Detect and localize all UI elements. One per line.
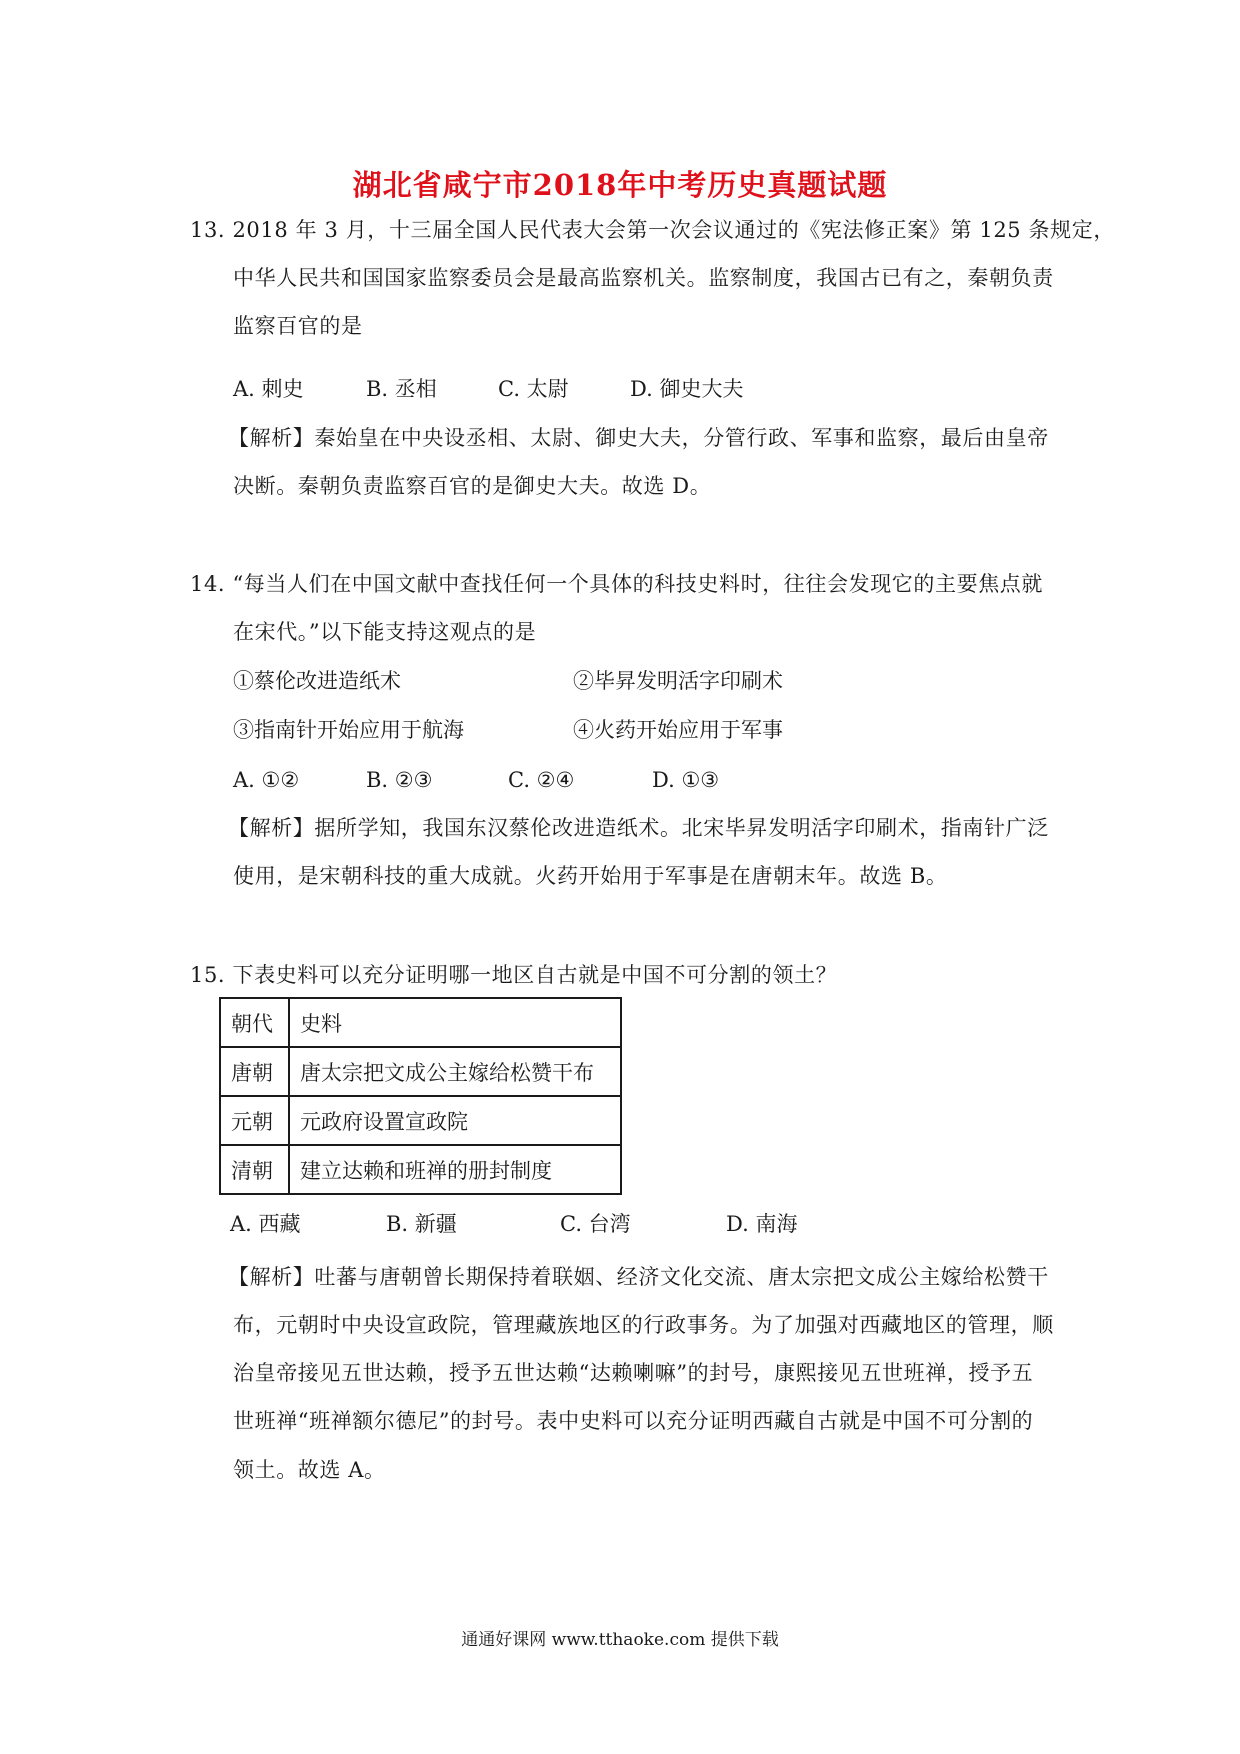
q13-option-c: C. 太尉: [498, 377, 569, 401]
table-cell-dynasty: 唐朝: [220, 1047, 289, 1096]
table-row: [220, 1047, 621, 1096]
q13-option-b: B. 丞相: [366, 377, 437, 401]
q14-analysis-line-2: 使用，是宋朝科技的重大成就。火药开始用于军事是在唐朝末年。故选 B。: [233, 864, 948, 888]
page-title: 湖北省咸宁市2018年中考历史真题试题: [352, 168, 888, 202]
q14-item-2: ②毕昇发明活字印刷术: [573, 669, 783, 693]
table-cell-source: 唐太宗把文成公主嫁给松赞干布: [289, 1047, 621, 1096]
q15-analysis-line-5: 领土。故选 A。: [233, 1458, 386, 1482]
q14-stem-line-1: 14. “每当人们在中国文献中查找任何一个具体的科技史料时，往往会发现它的主要焦点就: [190, 572, 1044, 596]
q13-stem-line-1: 13. 2018 年 3 月，十三届全国人民代表大会第一次会议通过的《宪法修正案》第 125 条规定，: [190, 218, 1115, 242]
q14-analysis-line-1: 【解析】据所学知，我国东汉蔡伦改进造纸术。北宋毕昇发明活字印刷术，指南针广泛: [228, 816, 1049, 840]
q13-analysis-line-1: 【解析】秦始皇在中央设丞相、太尉、御史大夫，分管行政、军事和监察，最后由皇帝: [228, 426, 1049, 450]
q14-option-b: B. ②③: [366, 768, 433, 792]
q14-option-c: C. ②④: [508, 768, 575, 792]
q13-analysis-line-2: 决断。秦朝负责监察百官的是御史大夫。故选 D。: [233, 474, 712, 498]
table-cell-dynasty: 清朝: [220, 1145, 289, 1194]
table-header-source: 史料: [289, 998, 621, 1047]
table-cell-source: 元政府设置宣政院: [289, 1096, 621, 1145]
q15-analysis-line-3: 治皇帝接见五世达赖，授予五世达赖“达赖喇嘛”的封号，康熙接见五世班禅，授予五: [233, 1361, 1034, 1385]
q15-analysis-line-1: 【解析】吐蕃与唐朝曾长期保持着联姻、经济文化交流、唐太宗把文成公主嫁给松赞干: [228, 1265, 1049, 1289]
q15-option-c: C. 台湾: [560, 1212, 631, 1236]
history-table: [219, 997, 622, 1195]
q14-item-3: ③指南针开始应用于航海: [233, 718, 464, 742]
q14-option-d: D. ①③: [652, 768, 720, 792]
table-row: [220, 1145, 621, 1194]
q15-stem-line: 15. 下表史料可以充分证明哪一地区自古就是中国不可分割的领土？: [190, 963, 838, 987]
q14-item-4: ④火药开始应用于军事: [573, 718, 783, 742]
q13-stem-line-3: 监察百官的是: [233, 314, 363, 338]
table-row: [220, 1096, 621, 1145]
q15-option-d: D. 南海: [726, 1212, 798, 1236]
q14-stem-line-2: 在宋代。”以下能支持这观点的是: [233, 620, 537, 644]
q15-option-a: A. 西藏: [230, 1212, 301, 1236]
q13-option-d: D. 御史大夫: [630, 377, 744, 401]
table-cell-source: 建立达赖和班禅的册封制度: [289, 1145, 621, 1194]
table-header-row: [220, 998, 621, 1047]
q13-option-a: A. 刺史: [233, 377, 304, 401]
q15-analysis-line-4: 世班禅“班禅额尔德尼”的封号。表中史料可以充分证明西藏自古就是中国不可分割的: [233, 1409, 1034, 1433]
footer-source: 通通好课网 www.tthaoke.com 提供下载: [461, 1630, 779, 1650]
table-cell-dynasty: 元朝: [220, 1096, 289, 1145]
q14-option-a: A. ①②: [233, 768, 300, 792]
q15-analysis-line-2: 布，元朝时中央设宣政院，管理藏族地区的行政事务。为了加强对西藏地区的管理，顺: [233, 1313, 1054, 1337]
q15-option-b: B. 新疆: [386, 1212, 457, 1236]
q14-item-1: ①蔡伦改进造纸术: [233, 669, 401, 693]
table-header-dynasty: 朝代: [220, 998, 289, 1047]
q13-stem-line-2: 中华人民共和国国家监察委员会是最高监察机关。监察制度，我国古已有之，秦朝负责: [233, 266, 1054, 290]
